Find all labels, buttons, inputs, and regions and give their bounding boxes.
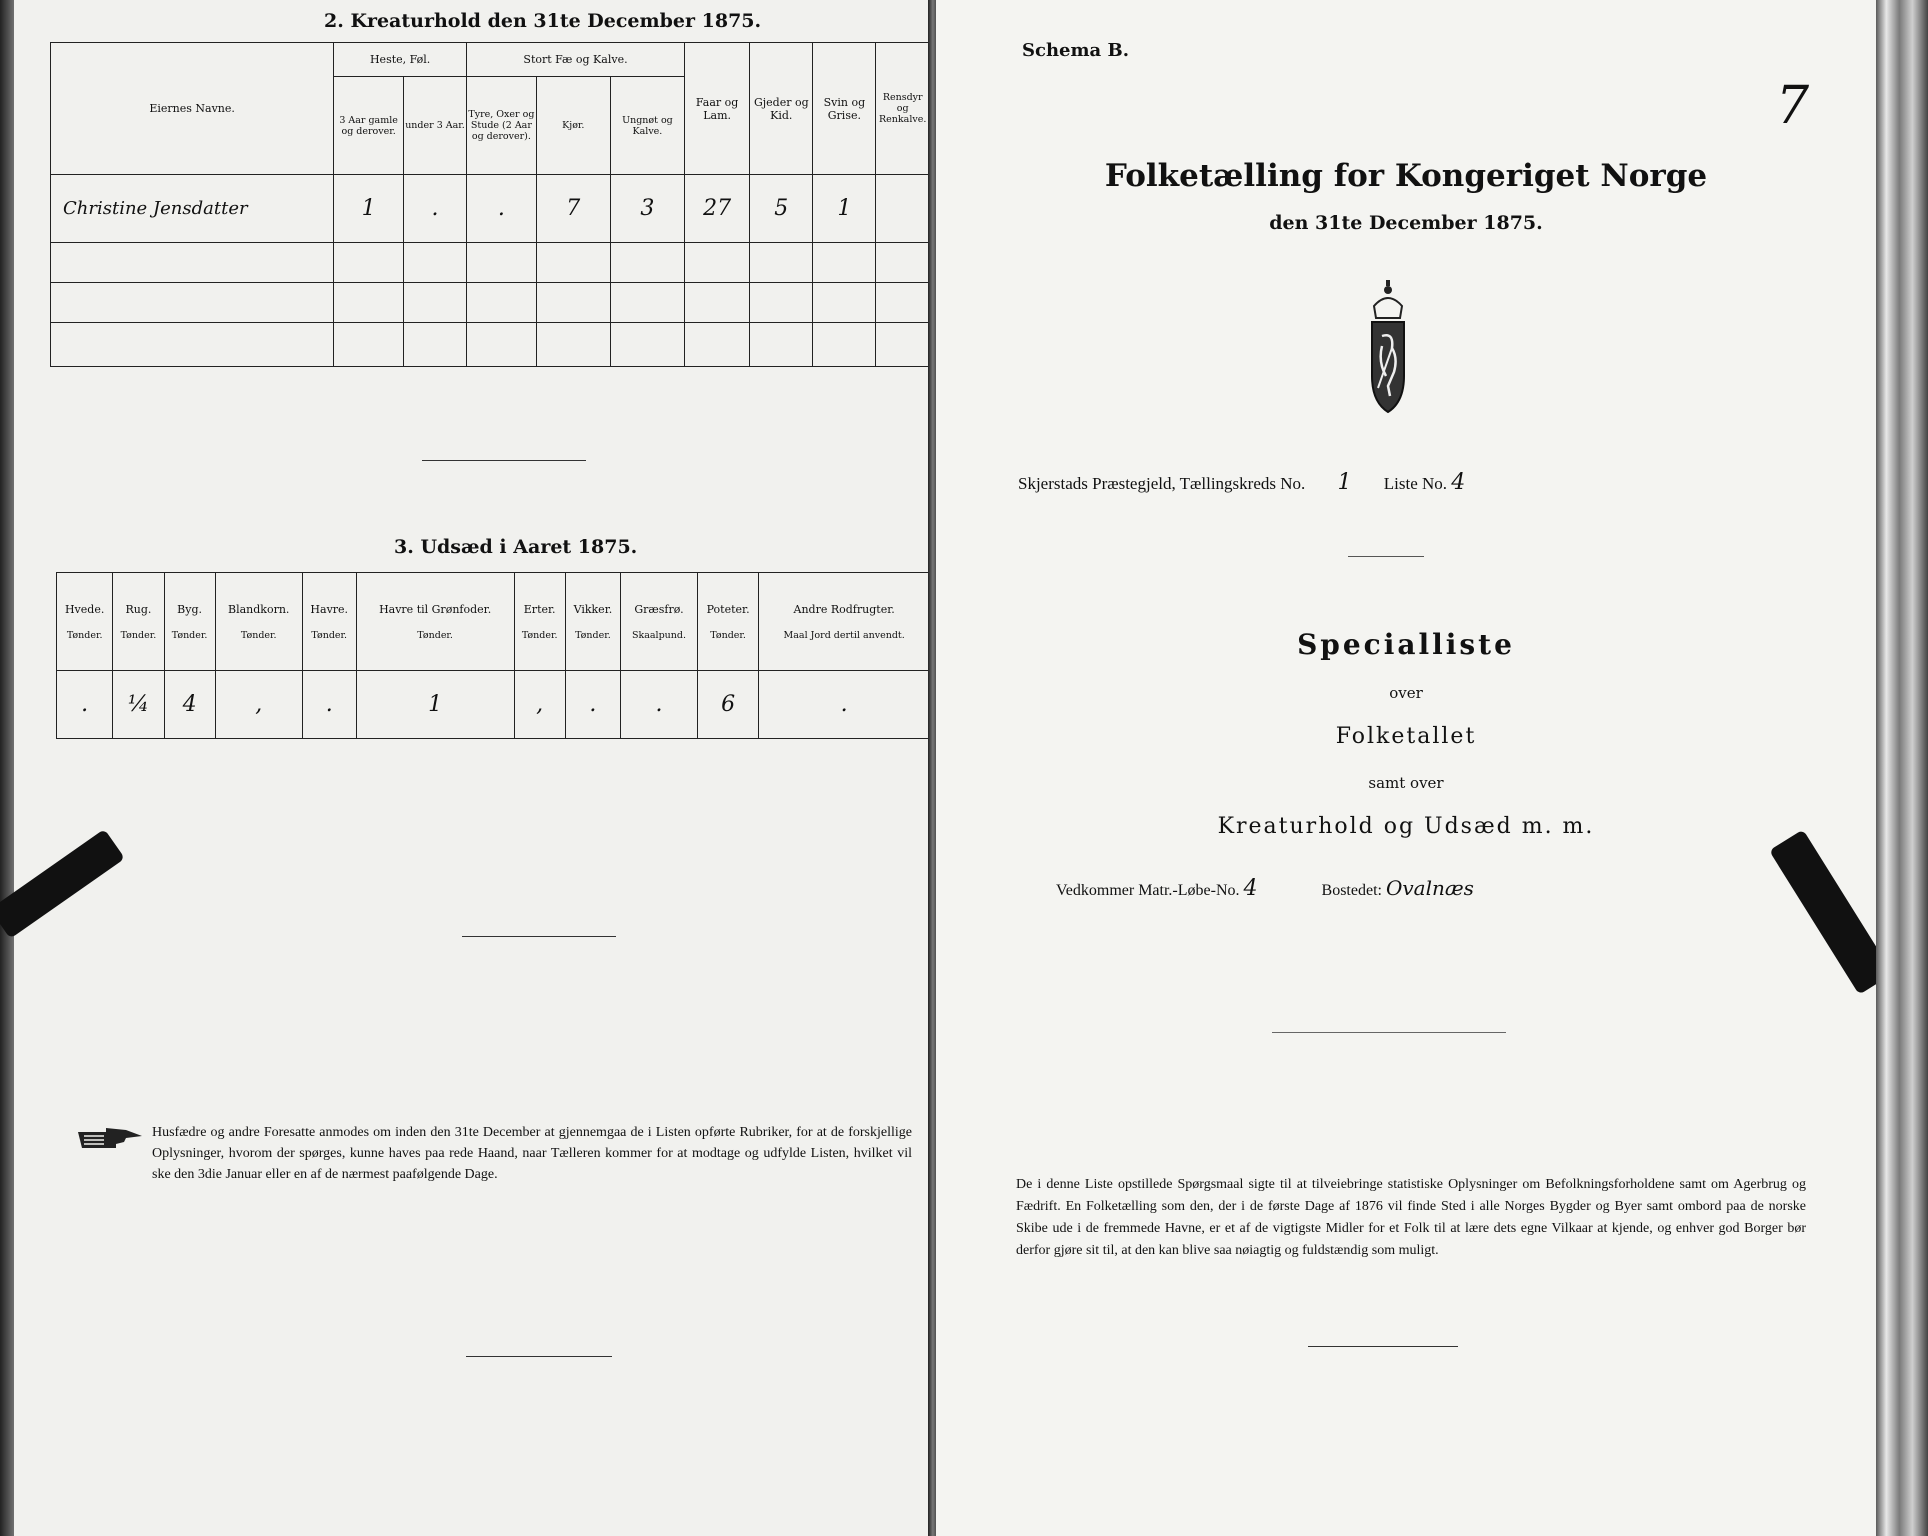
section2-title: 2. Kreaturhold den 31te December 1875.	[324, 10, 762, 32]
footer-explanation: De i denne Liste opstillede Spørgsmaal sigte til at tilveiebringe statistiske Oplysninger om Befolkningsforholdene samt om Agerbrug og Fædrift. En Folketælling som den, der i de første Dage af 1876 vil finde Sted i alle Norges Bygder og Byer samt ombord paa de norske Skibe ude i de fremmede Havne, er et af de vigtigste Midler for et Folk til at lære dets egne Vilkaar at kjende, og enhver god Borger bør derfor gjøre sit til, at den kan blive saa nøiagtig og fuldstændig som muligt.	[1016, 1177, 1806, 1258]
sowing-header-8	[621, 573, 698, 671]
section3-title: 3. Udsæd i Aaret 1875.	[394, 536, 638, 558]
sowing-header-name: Byg.	[177, 602, 202, 616]
sowing-header-name: Poteter.	[706, 602, 750, 616]
schema-label: Schema B.	[1022, 40, 1129, 61]
heste-old-header: 3 Aar gamle og derover.	[334, 77, 404, 175]
sowing-header-name: Rug.	[125, 602, 152, 616]
matrikkel-line	[1056, 876, 1474, 901]
left-page	[14, 0, 933, 1536]
rens-cell	[876, 175, 930, 243]
divider	[1272, 1032, 1506, 1033]
sowing-header-unit: Tønder.	[575, 629, 611, 641]
sowing-header-5	[356, 573, 514, 671]
folketallet-label: Folketallet	[1335, 724, 1477, 749]
sowing-value-cell: ,	[514, 671, 565, 739]
sowing-header-name: Blandkorn.	[228, 602, 290, 616]
sowing-header-6	[514, 573, 565, 671]
right-page	[936, 0, 1876, 1536]
table-row	[51, 283, 930, 323]
sowing-header-name: Erter.	[523, 602, 556, 616]
liste-label: Liste No.	[1383, 474, 1448, 493]
pointing-hand-icon	[76, 1126, 146, 1152]
sowing-value-cell: ¼	[113, 671, 164, 739]
sowing-header-unit: Tønder.	[66, 629, 103, 641]
sowing-header-7	[565, 573, 620, 671]
kreds-number: 1	[1337, 470, 1352, 495]
sowing-header-1	[113, 573, 164, 671]
stort-fae-header: Stort Fæ og Kalve.	[467, 43, 685, 77]
livestock-table	[50, 42, 930, 367]
sowing-header-unit: Tønder.	[311, 629, 348, 641]
parish-prefix: Skjerstads Præstegjeld, Tællingskreds No.	[1018, 474, 1306, 493]
table-row	[51, 243, 930, 283]
sowing-header-3	[215, 573, 302, 671]
owner-name-cell: Christine Jensdatter	[51, 175, 334, 243]
sowing-header-unit: Tønder.	[120, 629, 157, 641]
kjor-header: Kjør.	[536, 77, 610, 175]
divider	[1348, 556, 1424, 557]
rens-header: Rensdyr og Renkalve.	[876, 43, 930, 175]
sowing-table	[56, 572, 930, 739]
bosted-label: Bostedet:	[1321, 882, 1382, 899]
table-row	[51, 175, 930, 243]
owner-column-header: Eiernes Navne.	[51, 43, 334, 175]
sowing-header-unit: Skaalpund.	[631, 629, 687, 641]
ungnot-header: Ungnøt og Kalve.	[610, 77, 684, 175]
table-row	[57, 671, 930, 739]
gjeder-cell: 5	[750, 175, 813, 243]
sowing-header-name: Andre Rodfrugter.	[793, 602, 895, 616]
sowing-value-cell: ,	[215, 671, 302, 739]
sowing-header-name: Vikker.	[573, 602, 613, 616]
special-list-title: Specialliste	[1297, 628, 1515, 661]
tyre-header: Tyre, Oxer og Stude (2 Aar og derover).	[467, 77, 537, 175]
samt-over-label: samt over	[1368, 774, 1444, 792]
divider	[422, 460, 586, 461]
sowing-header-name: Hvede.	[64, 602, 105, 616]
svin-cell: 1	[813, 175, 876, 243]
sowing-value-cell: .	[565, 671, 620, 739]
book-edge-right	[1876, 0, 1928, 1536]
faar-cell: 27	[684, 175, 749, 243]
sowing-header-unit: Tønder.	[417, 629, 453, 641]
heste-young-header: under 3 Aar.	[403, 77, 466, 175]
sowing-header-name: Græsfrø.	[634, 602, 684, 616]
matr-number: 4	[1243, 876, 1258, 901]
ungnot-cell: 3	[610, 175, 684, 243]
heste-old-cell: 1	[334, 175, 404, 243]
sowing-header-0	[57, 573, 113, 671]
table-row	[51, 323, 930, 367]
sowing-value-cell: 6	[697, 671, 758, 739]
bosted-value: Ovalnæs	[1385, 876, 1474, 900]
sowing-value-cell: .	[621, 671, 698, 739]
heste-young-cell: .	[403, 175, 466, 243]
heste-header: Heste, Føl.	[334, 43, 467, 77]
sowing-header-unit: Tønder.	[710, 629, 746, 641]
sowing-value-cell: .	[302, 671, 356, 739]
sowing-value-cell: .	[57, 671, 113, 739]
divider	[1308, 1346, 1458, 1347]
gjeder-header: Gjeder og Kid.	[750, 43, 813, 175]
sowing-header-unit: Tønder.	[240, 629, 277, 641]
sowing-header-10	[759, 573, 930, 671]
divider	[466, 1356, 612, 1357]
sowing-header-name: Havre til Grønfoder.	[379, 602, 492, 616]
sowing-header-name: Havre.	[310, 602, 349, 616]
parish-line	[1018, 470, 1465, 495]
census-date: den 31te December 1875.	[1269, 212, 1543, 234]
sowing-value-cell: .	[759, 671, 930, 739]
sowing-header-9	[697, 573, 758, 671]
over-label-1: over	[1389, 684, 1423, 702]
page-number: 7	[1776, 76, 1810, 136]
main-title: Folketælling for Kongeriget Norge	[1104, 158, 1708, 194]
divider	[462, 936, 616, 937]
svin-header: Svin og Grise.	[813, 43, 876, 175]
sowing-header-unit: Tønder.	[171, 629, 208, 641]
sowing-header-unit: Tønder.	[521, 629, 558, 641]
sowing-header-unit: Maal Jord dertil anvendt.	[783, 629, 905, 641]
sowing-header-2	[164, 573, 215, 671]
notice-text: Husfædre og andre Foresatte anmodes om inden den 31te December at gjennemgaa de i Listen opførte Rubriker, for at de forskjellige Oplysninger, hvorom der spørges, kunne haves paa rede Haand, naar Tælleren kommer for at modtage og udfylde Listen, hvilket vil ske den 3die Januar eller en af de nærmest paafølgende Dage.	[152, 1125, 912, 1182]
faar-header: Faar og Lam.	[684, 43, 749, 175]
kjor-cell: 7	[536, 175, 610, 243]
sowing-value-cell: 4	[164, 671, 215, 739]
liste-number: 4	[1451, 470, 1466, 495]
matr-label: Vedkommer Matr.-Løbe-No.	[1056, 882, 1240, 899]
sowing-value-cell: 1	[356, 671, 514, 739]
tyre-cell: .	[467, 175, 537, 243]
sowing-header-4	[302, 573, 356, 671]
kreaturhold-label: Kreaturhold og Udsæd m. m.	[1217, 814, 1595, 839]
norway-coat-of-arms-icon	[1348, 276, 1428, 416]
